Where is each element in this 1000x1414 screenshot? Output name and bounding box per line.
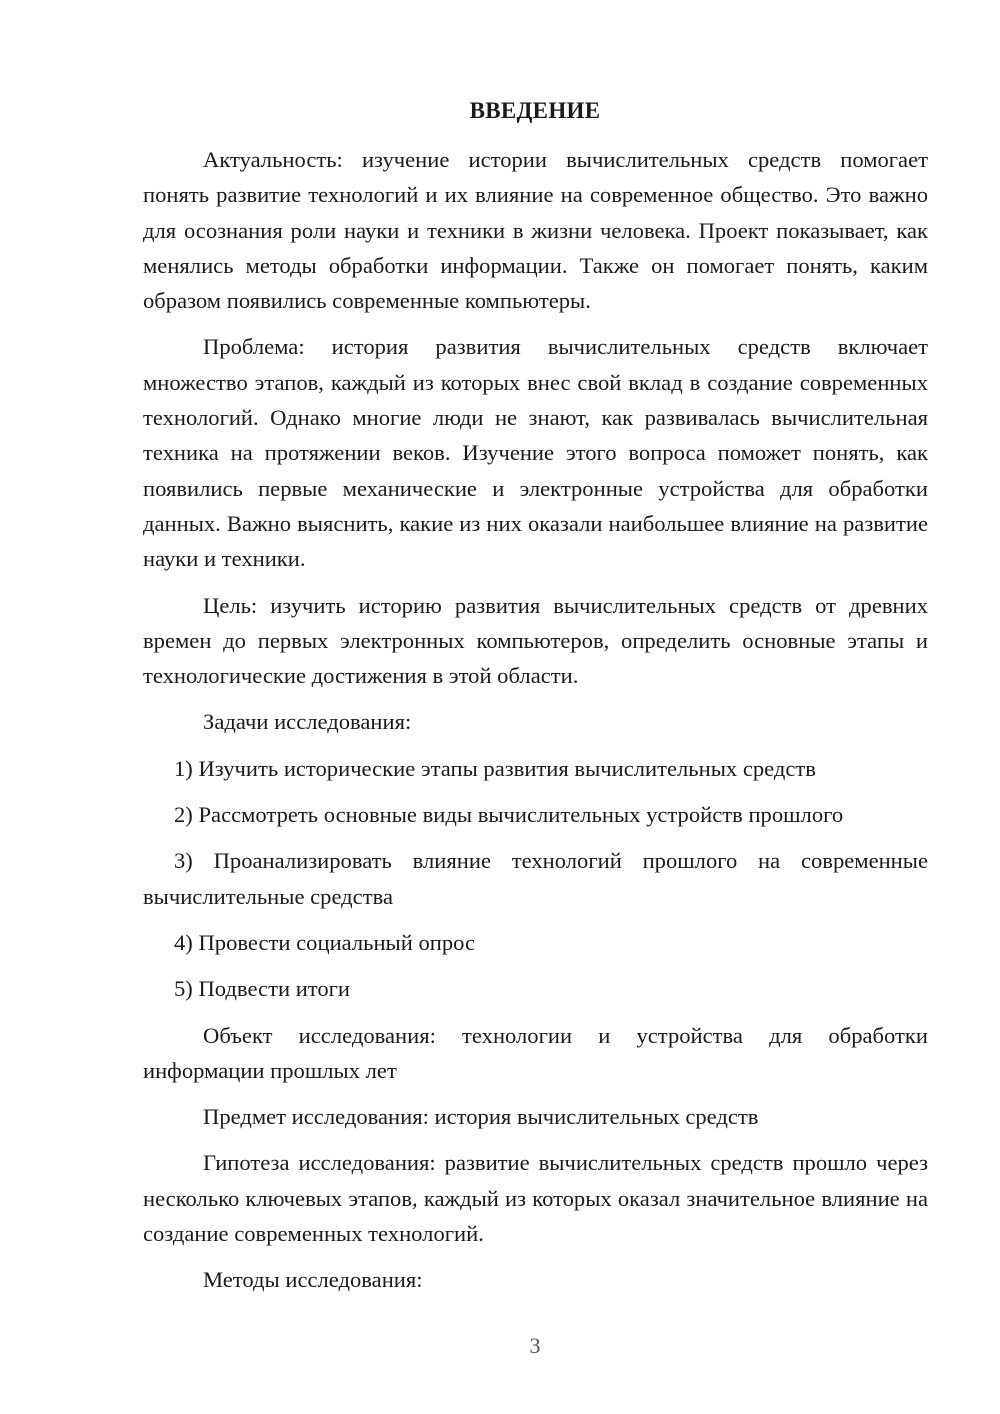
methods-heading: Методы исследования: [203,1267,423,1293]
relevance-paragraph: Актуальность: изучение истории вычислительных средств помогает понять развитие технологий и их влияние на современное общество. Это важно для осознания роли науки и техники в жизни человека. Проект показывает, как менялись методы обработки информации. Также он помогает понять, каким образом появились современные компьютеры. [143,147,928,314]
problem-paragraph: Проблема: история развития вычислительных средств включает множество этапов, каждый из которых внес свой вклад в создание современных технологий. Однако многие люди не знают, как развивалась вычислительная техника на протяжении веков. Изучение этого вопроса поможет понять, как появились первые механические и электронные устройства для обработки данных. Важно выяснить, какие из них оказали наибольшее влияние на развитие науки и техники. [143,334,928,572]
task-item: 4) Провести социальный опрос [174,929,476,955]
subject-paragraph: Предмет исследования: история вычислительных средств [203,1104,759,1130]
task-item: 2) Рассмотреть основные виды вычислительных устройств прошлого [174,802,844,828]
task-item: 3) Проанализировать влияние технологий прошлого на современные вычислительные средства [143,848,928,909]
document-body [143,142,928,1309]
section-heading: ВВЕДЕНИЕ [469,98,601,123]
task-item: 1) Изучить исторические этапы развития вычислительных средств [174,755,816,781]
page-number: 3 [529,1333,541,1358]
hypothesis-paragraph: Гипотеза исследования: развитие вычислительных средств прошло через несколько ключевых этапов, каждый из которых оказал значительное влияние на создание современных технологий. [143,1150,928,1247]
object-paragraph: Объект исследования: технологии и устройства для обработки информации прошлых лет [143,1022,928,1083]
tasks-heading: Задачи исследования: [203,709,412,735]
task-item: 5) Подвести итоги [174,976,351,1002]
goal-paragraph: Цель: изучить историю развития вычислительных средств от древних времен до первых электронных компьютеров, определить основные этапы и технологические достижения в этой области. [143,592,928,689]
